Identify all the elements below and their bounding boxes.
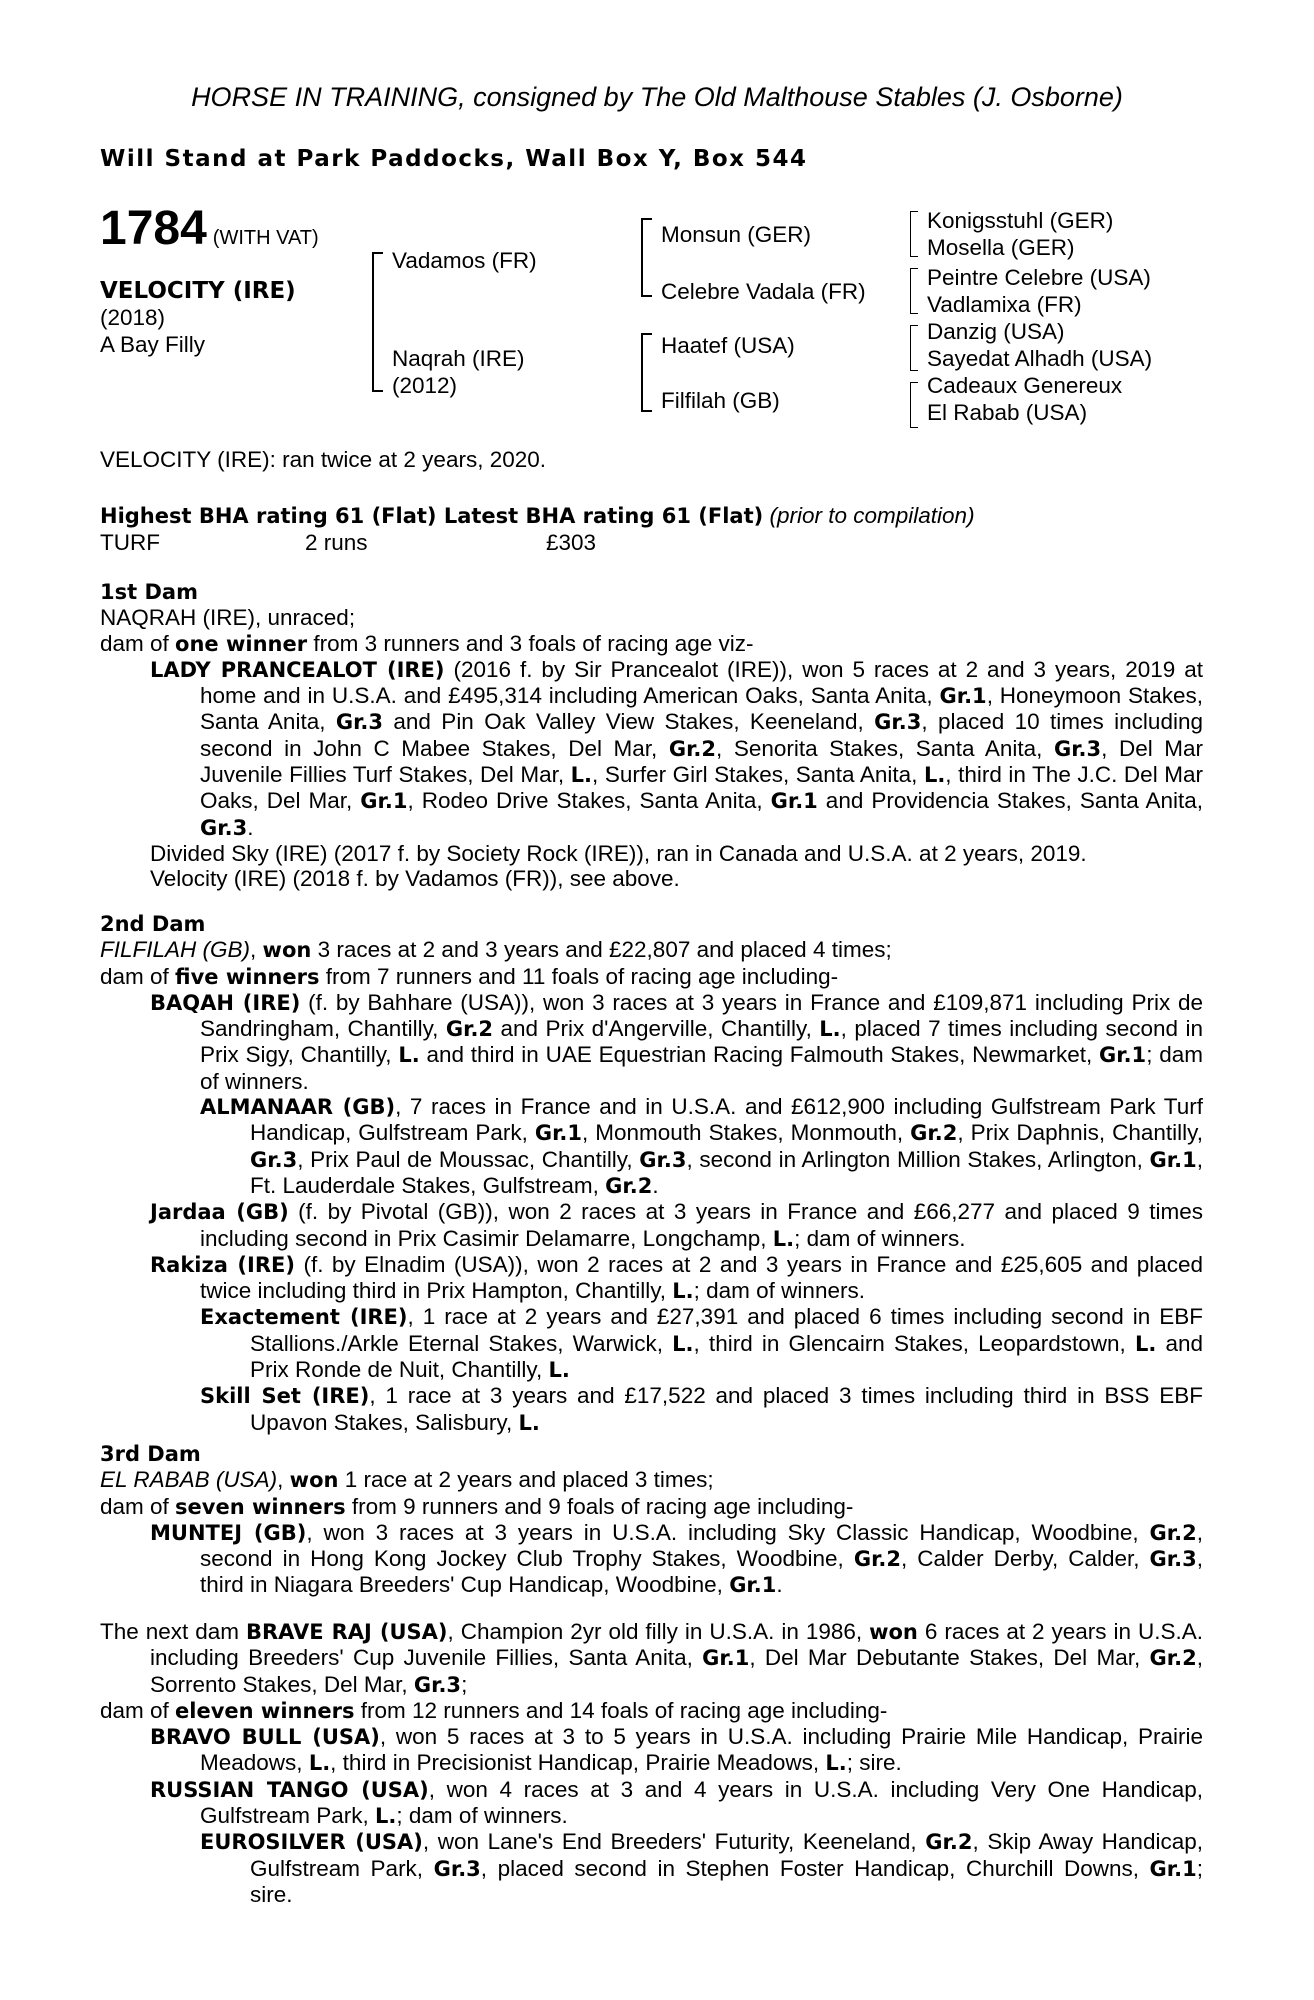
sire-dam-brace xyxy=(372,252,383,392)
third-dam-section xyxy=(100,1442,1203,1599)
entry-text: , Ft. Lauderdale Stakes, Gulfstream, xyxy=(250,1146,1203,1198)
horse-description: A Bay Filly xyxy=(100,332,206,357)
entry-text: (f. by Elnadim (USA)), won 2 races at 2 and 3 years in France and £25,605 and placed twice including third in Prix Hampton, Chantilly, xyxy=(200,1251,1203,1304)
grade-label: Gr.1 xyxy=(1149,1147,1197,1172)
horse-baqah: BAQAH (IRE) xyxy=(150,990,301,1015)
grade-label: L. xyxy=(308,1751,331,1776)
grade-label: Gr.1 xyxy=(534,1121,583,1146)
rating-earnings: £303 xyxy=(546,530,597,555)
produce-rakiza xyxy=(100,1252,1203,1305)
first-dam-line2-post: from 3 runners and 3 foals of racing age viz- xyxy=(307,630,754,656)
grade-label: Gr.3 xyxy=(1053,736,1102,761)
entry-text: ; sire. xyxy=(846,1750,902,1776)
horse-almanaar: ALMANAAR (GB) xyxy=(200,1095,396,1120)
entry-text: , xyxy=(277,1467,290,1493)
produce-russian-tango xyxy=(100,1777,1203,1830)
pedigree-ss-sire: Konigsstuhl (GER) xyxy=(927,208,1114,233)
grade-label: Gr.1 xyxy=(1098,1043,1147,1068)
entry-text: ; dam of winners. xyxy=(693,1278,865,1304)
entry-text: from 12 runners and 14 foals of racing age including- xyxy=(354,1697,888,1723)
entry-text: dam of xyxy=(100,963,176,989)
entry-text: ; xyxy=(461,1671,468,1697)
entry-text: , placed 7 times including second in Prix Sigy, Chantilly, xyxy=(200,1016,1203,1068)
entry-text: , third in Niagara Breeders' Cup Handicap, Woodbine, xyxy=(200,1546,1203,1598)
entry-text: 1 race at 2 years and placed 3 times; xyxy=(338,1467,714,1493)
entry-text: , Prix Paul de Moussac, Chantilly, xyxy=(297,1146,640,1172)
grade-label: Gr.1 xyxy=(729,1573,777,1598)
grade-label: L. xyxy=(825,1751,847,1776)
produce-almanaar xyxy=(100,1094,1203,1199)
entry-text: ; dam of winners. xyxy=(396,1803,568,1829)
pedigree-ss-dam: Mosella (GER) xyxy=(927,235,1075,260)
won-label: won xyxy=(262,938,312,963)
first-dam-section xyxy=(100,580,1203,892)
third-dam-winners: seven winners xyxy=(175,1494,346,1519)
grade-label: Gr.2 xyxy=(605,1173,653,1198)
first-dam-line1: NAQRAH (IRE), unraced; xyxy=(100,605,356,631)
vat-label: (WITH VAT) xyxy=(212,227,319,249)
next-dam-section xyxy=(100,1619,1203,1907)
entry-text: , xyxy=(250,937,263,963)
bha-rating-text: Highest BHA rating 61 (Flat) Latest BHA rating 61 (Flat) xyxy=(100,504,764,528)
produce-jardaa xyxy=(100,1199,1203,1252)
produce-divided-sky: Divided Sky (IRE) (2017 f. by Society Rock (IRE)), ran in Canada and U.S.A. at 2 years, 2019. xyxy=(150,840,1087,866)
horse-bravo-bull: BRAVO BULL (USA) xyxy=(150,1725,380,1750)
second-dam-heading: 2nd Dam xyxy=(100,912,206,936)
entry-text: dam of xyxy=(100,1493,176,1519)
race-summary: VELOCITY (IRE): ran twice at 2 years, 2020. xyxy=(100,447,547,472)
first-dam-heading: 1st Dam xyxy=(100,580,198,604)
entry-text: and Providencia Stakes, Santa Anita, xyxy=(817,788,1203,814)
grade-label: Gr.1 xyxy=(360,789,408,814)
entry-text: , 1 race at 2 years and £27,391 and placed 6 times including second in EBF Stallions./Arkle Eternal Stakes, Warwick, xyxy=(250,1304,1203,1356)
grade-label: Gr.2 xyxy=(853,1547,902,1572)
won-label: won xyxy=(289,1468,339,1493)
entry-text: from 7 runners and 11 foals of racing age including- xyxy=(319,963,839,989)
grade-label: Gr.3 xyxy=(433,1856,481,1881)
lot-number xyxy=(100,202,319,262)
entry-text: , Del Mar Juvenile Fillies Turf Stakes, Del Mar, xyxy=(200,735,1204,788)
pedigree-dd-sire: Cadeaux Genereux xyxy=(927,373,1123,398)
entry-text: 3 races at 2 and 3 years and £22,807 and placed 4 times; xyxy=(311,937,892,963)
grade-label: L. xyxy=(772,1226,795,1251)
produce-bravo-bull xyxy=(100,1724,1203,1777)
third-dam-line2 xyxy=(100,1494,1203,1520)
pedigree-sire-sire: Monsun (GER) xyxy=(661,222,812,247)
entry-text: , Skip Away Handicap, Gulfstream Park, xyxy=(250,1829,1203,1881)
pedigree-ds-sire: Danzig (USA) xyxy=(927,319,1065,344)
entry-text: , third in Precisionist Handicap, Prairie Meadows, xyxy=(330,1750,826,1776)
produce-skill-set xyxy=(100,1383,1203,1436)
dam-line-brace xyxy=(641,333,652,412)
won-label: won xyxy=(869,1620,918,1644)
pedigree-dam: Naqrah (IRE) xyxy=(392,346,525,371)
grade-label: Gr.3 xyxy=(200,815,248,840)
entry-text: from 9 runners and 9 foals of racing age including- xyxy=(345,1493,854,1519)
grade-label: L. xyxy=(548,1358,570,1383)
grade-label: Gr.1 xyxy=(770,789,818,814)
pedigree-ds-dam: Sayedat Alhadh (USA) xyxy=(927,346,1153,371)
entry-text: 6 races at 2 years in U.S.A. including Breeders' Cup Juvenile Fillies, Santa Anita, xyxy=(150,1619,1203,1671)
grade-label: Gr.1 xyxy=(939,684,987,709)
produce-velocity: Velocity (IRE) (2018 f. by Vadamos (FR)), see above. xyxy=(150,866,680,892)
next-dam-winners: eleven winners xyxy=(175,1698,355,1723)
entry-text: , Senorita Stakes, Santa Anita, xyxy=(716,735,1054,761)
entry-text: , placed 10 times including second in John C Mabee Stakes, Del Mar, xyxy=(200,709,1203,761)
grade-label: L. xyxy=(375,1804,397,1829)
rating-runs: 2 runs xyxy=(305,530,368,555)
entry-text: , won 5 races at 3 to 5 years in U.S.A. including Prairie Mile Handicap, Prairie Meadows, xyxy=(200,1724,1203,1776)
horse-skill-set: Skill Set (IRE) xyxy=(200,1384,370,1409)
entry-text: , Sorrento Stakes, Del Mar, xyxy=(150,1645,1203,1697)
grade-label: L. xyxy=(398,1043,420,1068)
entry-text: , won Lane's End Breeders' Futurity, Keeneland, xyxy=(422,1829,926,1855)
rating-surface: TURF xyxy=(100,530,160,555)
entry-text: , Calder Derby, Calder, xyxy=(901,1546,1150,1572)
entry-text: , Del Mar Debutante Stakes, Del Mar, xyxy=(749,1645,1150,1671)
grade-label: Gr.2 xyxy=(1149,1646,1197,1671)
produce-eurosilver xyxy=(100,1829,1203,1907)
stand-location: Will Stand at Park Paddocks, Wall Box Y, Box 544 xyxy=(100,146,808,172)
next-dam-line2 xyxy=(100,1698,1203,1724)
brace-celebre xyxy=(910,268,918,314)
entry-text: , placed second in Stephen Foster Handicap, Churchill Downs, xyxy=(480,1855,1150,1881)
entry-text: , Rodeo Drive Stakes, Santa Anita, xyxy=(407,788,771,814)
entry-text: , Honeymoon Stakes, Santa Anita, xyxy=(200,683,1203,735)
pedigree-sd-dam: Vadlamixa (FR) xyxy=(927,292,1082,317)
grade-label: Gr.2 xyxy=(445,1017,494,1042)
entry-text: ; sire. xyxy=(250,1855,1204,1907)
entry-text: . xyxy=(652,1172,659,1198)
first-dam-line2-pre: dam of xyxy=(100,630,176,656)
grade-label: Gr.3 xyxy=(639,1147,687,1172)
grade-label: Gr.3 xyxy=(1149,1547,1197,1572)
produce-exactement xyxy=(100,1304,1203,1383)
third-dam-line1 xyxy=(100,1467,1203,1493)
first-dam-line2 xyxy=(100,631,1203,657)
horse-rakiza: Rakiza (IRE) xyxy=(150,1252,295,1277)
grade-label: L. xyxy=(672,1279,694,1304)
horse-muntej: MUNTEJ (GB) xyxy=(150,1520,307,1545)
second-dam-line2 xyxy=(100,964,1203,990)
entry-text: , 7 races in France and in U.S.A. and £612,900 including Gulfstream Park Turf Handicap, Gulfstream Park, xyxy=(250,1094,1203,1146)
produce-muntej xyxy=(100,1520,1203,1599)
horse-jardaa: Jardaa (GB) xyxy=(150,1200,289,1225)
first-dam-winners: one winner xyxy=(175,631,308,656)
horse-russian-tango: RUSSIAN TANGO (USA) xyxy=(150,1777,429,1802)
entry-text: , won 3 races at 3 years in U.S.A. including Sky Classic Handicap, Woodbine, xyxy=(306,1519,1150,1545)
entry-text: , Champion 2yr old filly in U.S.A. in 1986, xyxy=(447,1619,870,1644)
brace-filfilah xyxy=(910,382,918,428)
entry-text: , third in The J.C. Del Mar Oaks, Del Mar, xyxy=(200,762,1203,814)
entry-text: , won 4 races at 3 and 4 years in U.S.A. including Very One Handicap, Gulfstream Park, xyxy=(200,1776,1204,1829)
horse-exactement: Exactement (IRE) xyxy=(200,1305,408,1330)
horse-lady-prancealot: LADY PRANCEALOT (IRE) xyxy=(150,657,445,682)
next-dam-line1 xyxy=(100,1619,1203,1698)
page-title: HORSE IN TRAINING, consigned by The Old Malthouse Stables (J. Osborne) xyxy=(191,82,1123,112)
grade-label: L. xyxy=(672,1331,694,1356)
horse-year: (2018) xyxy=(100,305,166,330)
entry-text: and Prix d'Angerville, Chantilly, xyxy=(493,1016,820,1042)
entry-text: , second in Hong Kong Jockey Club Trophy Stakes, Woodbine, xyxy=(200,1519,1203,1572)
grade-label: L. xyxy=(570,763,593,788)
bha-rating xyxy=(100,503,975,529)
entry-text: and Prix Ronde de Nuit, Chantilly, xyxy=(250,1330,1203,1383)
entry-text: , Surfer Girl Stakes, Santa Anita, xyxy=(592,762,924,788)
grade-label: L. xyxy=(518,1410,540,1435)
second-dam-winners: five winners xyxy=(175,964,320,989)
entry-text: (f. by Bahhare (USA)), won 3 races at 3 years in France and £109,871 including Prix de Sandringham, Chantilly, xyxy=(200,989,1203,1042)
entry-text: . xyxy=(247,814,254,840)
pedigree-dam-sire: Haatef (USA) xyxy=(661,333,795,358)
sire-line-brace xyxy=(641,218,652,297)
grade-label: Gr.2 xyxy=(925,1830,973,1855)
pedigree-dam-dam: Filfilah (GB) xyxy=(661,388,780,413)
lot-number-value: 1784 xyxy=(100,202,207,255)
entry-text: and third in UAE Equestrian Racing Falmouth Stakes, Newmarket, xyxy=(419,1042,1099,1068)
second-dam-line1 xyxy=(100,937,1203,963)
next-dam-name: BRAVE RAJ (USA) xyxy=(245,1620,448,1644)
horse-eurosilver: EUROSILVER (USA) xyxy=(200,1830,423,1855)
brace-monsun xyxy=(910,211,918,257)
entry-text: . xyxy=(776,1572,783,1598)
entry-text: , second in Arlington Million Stakes, Arlington, xyxy=(686,1146,1150,1172)
entry-text: , Monmouth Stakes, Monmouth, xyxy=(582,1120,911,1146)
grade-label: L. xyxy=(923,763,946,788)
third-dam-name: EL RABAB (USA) xyxy=(100,1467,278,1493)
entry-text: ; dam of winners. xyxy=(794,1225,966,1251)
entry-text: , Prix Daphnis, Chantilly, xyxy=(957,1120,1203,1146)
grade-label: Gr.2 xyxy=(668,736,717,761)
second-dam-name: FILFILAH (GB) xyxy=(100,937,251,963)
third-dam-heading: 3rd Dam xyxy=(100,1442,201,1466)
grade-label: L. xyxy=(819,1017,841,1042)
entry-text: , third in Glencairn Stakes, Leopardstown, xyxy=(693,1330,1135,1356)
produce-baqah xyxy=(100,990,1203,1094)
grade-label: Gr.1 xyxy=(702,1646,750,1671)
produce-lady-prancealot xyxy=(100,657,1203,841)
grade-label: Gr.3 xyxy=(413,1672,462,1697)
brace-haatef xyxy=(910,325,918,371)
entry-text: and Pin Oak Valley View Stakes, Keeneland, xyxy=(383,709,875,735)
grade-label: Gr.2 xyxy=(1149,1520,1197,1545)
grade-label: Gr.3 xyxy=(874,710,922,735)
grade-label: Gr.2 xyxy=(910,1121,958,1146)
entry-text: The next dam xyxy=(100,1619,246,1644)
grade-label: Gr.3 xyxy=(335,710,384,735)
pedigree-dd-dam: El Rabab (USA) xyxy=(927,400,1088,425)
entry-text: , 1 race at 3 years and £17,522 and placed 3 times including third in BSS EBF Upavon Stakes, Salisbury, xyxy=(250,1383,1203,1435)
grade-label: Gr.1 xyxy=(1149,1856,1197,1881)
entry-text: ; dam of winners. xyxy=(200,1042,1203,1094)
pedigree-dam-year: (2012) xyxy=(392,373,458,398)
pedigree-sd-sire: Peintre Celebre (USA) xyxy=(927,265,1151,290)
pedigree-sire-dam: Celebre Vadala (FR) xyxy=(661,279,866,304)
entry-text: (f. by Pivotal (GB)), won 2 races at 3 years in France and £66,277 and placed 9 times including second in Prix Casimir Delamarre, Longchamp, xyxy=(200,1199,1203,1251)
grade-label: Gr.3 xyxy=(250,1147,298,1172)
entry-text: dam of xyxy=(100,1697,176,1723)
pedigree-sire: Vadamos (FR) xyxy=(392,248,537,273)
bha-rating-note: (prior to compilation) xyxy=(769,503,975,528)
entry-text: (2016 f. by Sir Prancealot (IRE)), won 5 races at 2 and 3 years, 2019 at home and in U.S.A. and £495,314 including American Oaks, Santa Anita, xyxy=(200,656,1203,709)
horse-name: VELOCITY (IRE) xyxy=(100,278,296,304)
grade-label: L. xyxy=(1134,1331,1157,1356)
second-dam-section xyxy=(100,912,1203,1436)
